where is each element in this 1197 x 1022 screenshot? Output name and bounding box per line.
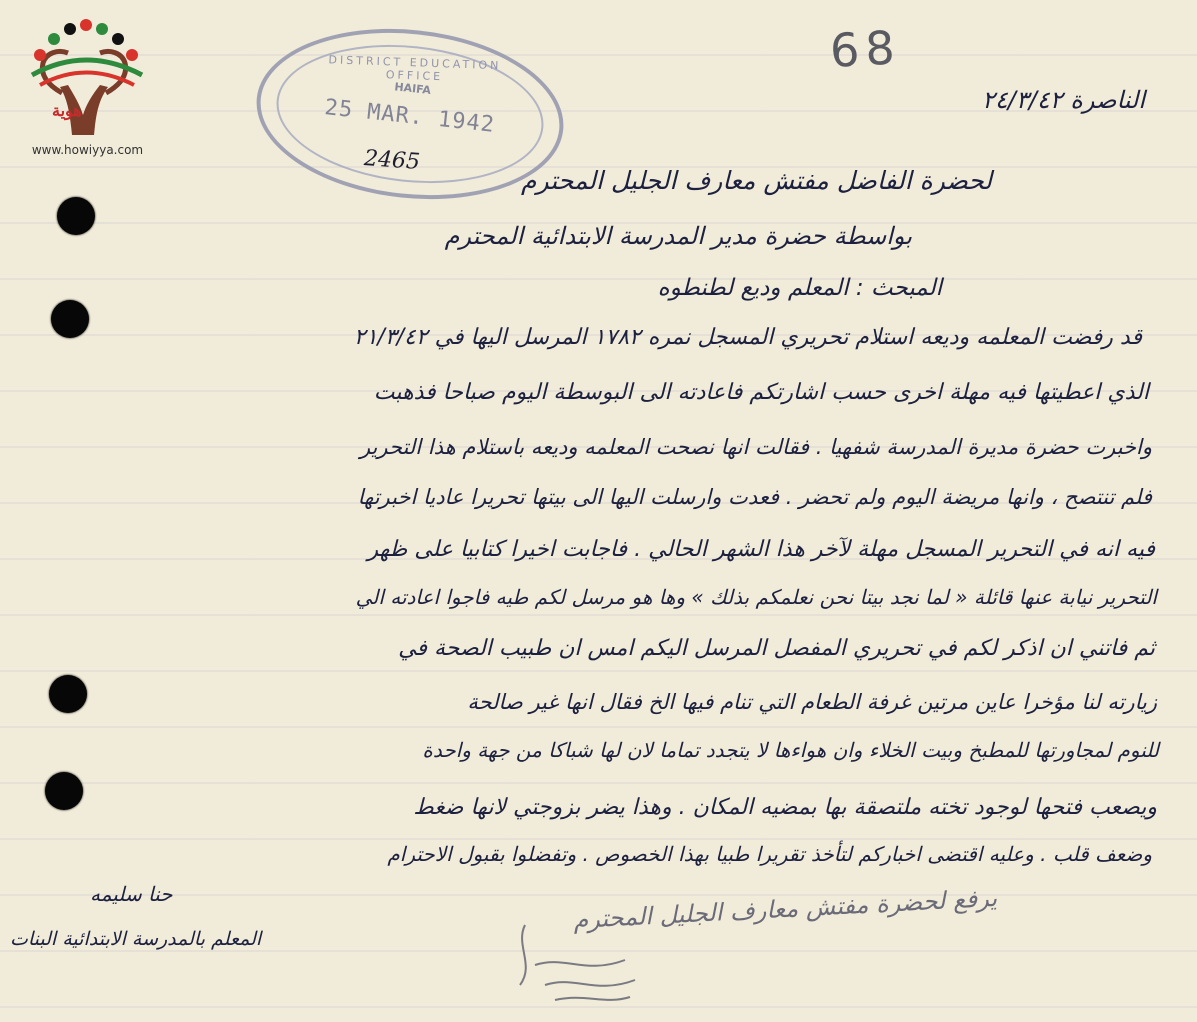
letter-body-line: الذي اعطيتها فيه مهلة اخرى حسب اشارتكم فاعادته الى البوسطة اليوم صباحا فذهبت	[373, 380, 1149, 405]
logo-site-url[interactable]: www.howiyya.com	[31, 143, 144, 157]
punch-hole	[49, 675, 87, 713]
howiyya-logo	[10, 15, 165, 160]
tree-logo-icon	[10, 15, 165, 140]
punch-hole	[51, 300, 89, 338]
punch-hole	[57, 197, 95, 235]
signature-title: المعلم بالمدرسة الابتدائية البنات	[10, 928, 262, 950]
letter-body-line: التحرير نيابة عنها قائلة « لما نجد بيتا نحن نعلمكم بذلك » وها هو مرسل لكم طيه فاجوا اعادته الي	[355, 585, 1157, 609]
letter-via: بواسطة حضرة مدير المدرسة الابتدائية المحترم	[444, 222, 912, 250]
logo-brand-text: هوية	[52, 101, 82, 120]
page-number: 68	[828, 20, 902, 78]
letter-body-line: واخبرت حضرة مديرة المدرسة شفهيا . فقالت انها نصحت المعلمه وديعه باستلام هذا التحرير	[359, 435, 1152, 459]
punch-hole	[45, 772, 83, 810]
forwarding-note: يرفع لحضرة مفتش معارف الجليل المحترم	[572, 883, 998, 935]
registry-number: 2465	[363, 146, 421, 175]
letter-place-date: الناصرة ٢٤/٣/٤٢	[982, 86, 1145, 114]
stamp-date: 25 MAR. 1942	[323, 95, 497, 138]
letter-body-line: وضعف قلب . وعليه اقتضى اخباركم لتأخذ تقريرا طبيا بهذا الخصوص . وتفضلوا بقبول الاحترام	[387, 842, 1152, 866]
letter-body-line: فلم تنتصح ، وانها مريضة اليوم ولم تحضر . فعدت وارسلت اليها الى بيتها تحريرا عاديا اخبرتها	[357, 485, 1152, 509]
letter-body-line: فيه انه في التحرير المسجل مهلة لآخر هذا الشهر الحالي . فاجابت اخيرا كتابيا على ظهر	[367, 537, 1155, 562]
letter-body-line: زيارته لنا مؤخرا عاين مرتين غرفة الطعام التي تنام فيها الخ فقال انها غير صالحة	[467, 690, 1157, 714]
letter-subject: المبحث : المعلم وديع لطنطوه	[657, 275, 942, 301]
letter-sign-off: حنا سليمه	[90, 882, 173, 906]
signature-scribble-icon	[505, 905, 645, 1015]
letter-body-line: ويصعب فتحها لوجود تخته ملتصقة بها بمضيه المكان . وهذا يضر بزوجتي لانها ضغط	[413, 795, 1157, 820]
stamp-office-text: DISTRICT EDUCATION OFFICE	[328, 53, 502, 84]
letter-body-line: قد رفضت المعلمه وديعه استلام تحريري المسجل نمره ١٧٨٢ المرسل اليها في ٢١/٣/٤٢	[353, 325, 1142, 350]
letter-addressee: لحضرة الفاضل مفتش معارف الجليل المحترم	[521, 166, 992, 195]
letter-body-line: ثم فاتني ان اذكر لكم في تحريري المفصل المرسل اليكم امس ان طبيب الصحة في	[398, 636, 1155, 661]
letter-body-line: للنوم لمجاورتها للمطبخ وبيت الخلاء وان هواءها لا يتجدد تماما لان لها شباكا من جهة واحدة	[422, 738, 1159, 762]
stamp-city: HAIFA	[393, 80, 432, 98]
